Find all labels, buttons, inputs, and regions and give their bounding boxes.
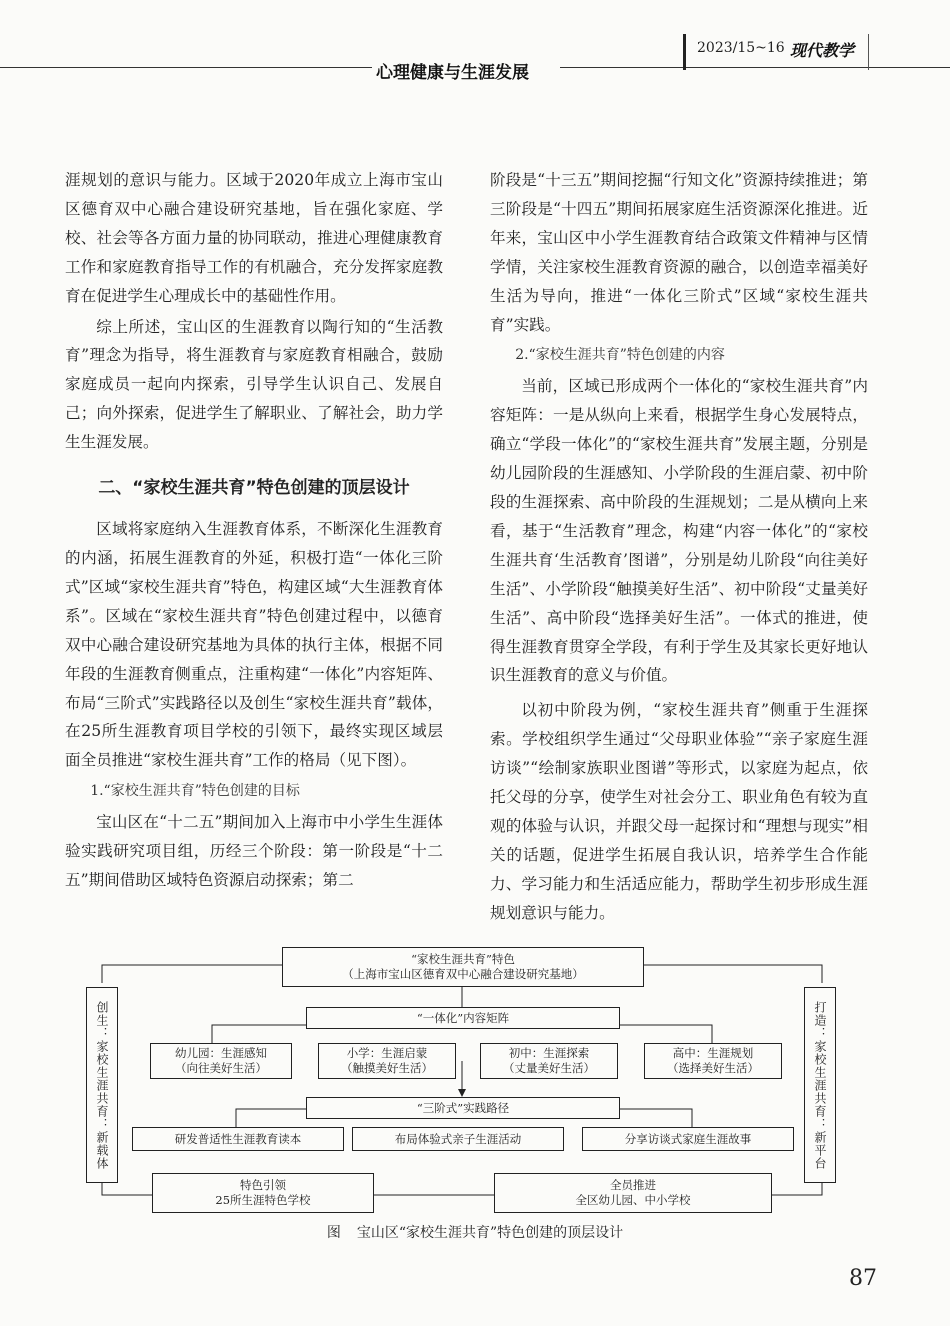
paragraph: 宝山区在“十二五”期间加入上海市中小学生生涯体验实践研究项目组，历经三个阶段：第一阶段是“十二五”期间借助区域特色资源启动探索；第二 bbox=[65, 813, 443, 889]
paragraph: 当前，区域已形成两个一体化的“家校生涯共育”内容矩阵：一是从纵向上来看，根据学生身心发展特点，确立“学段一体化”的“家校生涯共育”发展主题，分别是幼儿园阶段的生涯感知、小学阶段的生涯启蒙、初中阶段的生涯探索、高中阶段的生涯规划；二是从横向上来看，基于“生活教育”理念，构建“内容一体化”的“家校生涯共育‘生活教育’图谱”，分别是幼儿阶段“向往美好生活”、小学阶段“触摸美好生活”、初中阶段“丈量美好生活”、高中阶段“选择美好生活”。一体式的推进，使得生涯教育贯穿全学段，有利于学生及其家长更好地认识生涯教育的意义与价值。 bbox=[490, 377, 868, 685]
diagram-top-box bbox=[282, 947, 644, 987]
stage-theme: （丈量美好生活） bbox=[503, 1061, 595, 1075]
paragraph: 以初中阶段为例，“家校生涯共育”侧重于生涯探索。学校组织学生通过“父母职业体验”“亲子家庭生涯访谈”“绘制家族职业图谱”等形式，以家庭为起点，依托父母的分享，使学生对社会分工、职业角色有较为直观的体验与认识，并跟父母一起探讨和“理想与现实”相关的话题，促进学生拓展自我认识，培养学生合作能力、学习能力和生活适应能力，帮助学生初步形成生涯规划意识与能力。 bbox=[490, 701, 868, 922]
stage-theme: （选择美好生活） bbox=[667, 1061, 759, 1075]
bottom-left-box bbox=[152, 1173, 374, 1213]
issue-number: 2023/15~16 bbox=[697, 40, 785, 56]
caption-text: 宝山区“家校生涯共育”特色创建的顶层设计 bbox=[356, 1225, 624, 1241]
path-label: 分享访谈式家庭生涯故事 bbox=[624, 1131, 752, 1146]
figure-caption bbox=[0, 1222, 950, 1242]
subheading: 1.“家校生涯共育”特色创建的目标 bbox=[90, 783, 300, 800]
matrix-title: “一体化”内容矩阵 bbox=[416, 1010, 510, 1025]
top-level-design-diagram bbox=[96, 943, 829, 1213]
stage-box-junior bbox=[480, 1043, 618, 1079]
bottom-left-subtitle: 25所生涯特色学校 bbox=[215, 1193, 311, 1207]
diagram-right-side-box bbox=[804, 987, 836, 1183]
magazine-logo: 现代教学 bbox=[790, 41, 855, 60]
bottom-right-subtitle: 全区幼儿园、中小学校 bbox=[575, 1193, 691, 1207]
stage-label: 小学：生涯启蒙 bbox=[346, 1046, 428, 1060]
top-box-subtitle: （上海市宝山区德育双中心融合建设研究基地） bbox=[342, 967, 584, 981]
section-heading: 二、“家校生涯共育”特色创建的顶层设计 bbox=[98, 478, 410, 499]
header-bar bbox=[683, 34, 686, 70]
stage-theme: （触摸美好生活） bbox=[341, 1061, 433, 1075]
header-bar-right bbox=[868, 34, 869, 70]
path-box-story bbox=[582, 1127, 794, 1151]
header-rule-left bbox=[0, 67, 372, 68]
left-side-label: 创生：家校生涯共育：新载体 bbox=[95, 1000, 109, 1170]
path-box-reader bbox=[132, 1127, 344, 1151]
paragraph: 综上所述，宝山区的生涯教育以陶行知的“生活教育”理念为指导，将生涯教育与家庭教育相融合，鼓励家庭成员一起向内探索，引导学生认识自己、发展自己；向外探索，促进学生了解职业、了解社会，助力学生生涯发展。 bbox=[65, 317, 443, 452]
paragraph: 区域将家庭纳入生涯教育体系，不断深化生涯教育的内涵，拓展生涯教育的外延，积极打造“一体化三阶式”区域“家校生涯共育”特色，构建区域“大生涯教育体系”。区域在“家校生涯共育”特色创建过程中，以德育双中心融合建设研究基地为具体的执行主体，根据不同年段的生涯教育侧重点，注重构建“一体化”内容矩阵、布局“三阶式”实践路径以及创生“家校生涯共育”载体，在25所生涯教育项目学校的引领下，最终实现区域层面全员推进“家校生涯共育”工作的格局（见下图）。 bbox=[65, 520, 443, 770]
path-box-activity bbox=[352, 1127, 564, 1151]
bottom-left-title: 特色引领 bbox=[240, 1178, 286, 1192]
stage-box-kindergarten bbox=[150, 1043, 292, 1079]
path-label: 研发普适性生涯教育读本 bbox=[174, 1131, 302, 1146]
bottom-right-box bbox=[494, 1173, 772, 1213]
stage-box-primary bbox=[318, 1043, 456, 1079]
stage-label: 幼儿园：生涯感知 bbox=[175, 1046, 267, 1060]
subheading: 2.“家校生涯共育”特色创建的内容 bbox=[515, 347, 725, 364]
stage-theme: （向往美好生活） bbox=[175, 1061, 267, 1075]
header-rule-right bbox=[560, 67, 950, 68]
bottom-right-title: 全员推进 bbox=[610, 1178, 656, 1192]
top-box-title: “家校生涯共育”特色 bbox=[411, 952, 515, 966]
matrix-title-box bbox=[306, 1007, 620, 1029]
paragraph: 阶段是“十三五”期间挖掘“行知文化”资源持续推进；第三阶段是“十四五”期间拓展家庭生活资源深化推进。近年来，宝山区中小学生涯教育结合政策文件精神与区情学情，关注家校生涯教育资源的融合，以创造幸福美好生活为导向，推进“一体化三阶式”区域“家校生涯共育”实践。 bbox=[490, 171, 868, 334]
path-title: “三阶式”实践路径 bbox=[416, 1100, 510, 1115]
right-side-label: 打造：家校生涯共育：新平台 bbox=[813, 1000, 827, 1170]
path-label: 布局体验式亲子生涯活动 bbox=[394, 1131, 522, 1146]
section-title: 心理健康与生涯发展 bbox=[376, 63, 529, 83]
diagram-left-side-box bbox=[86, 987, 118, 1183]
stage-label: 高中：生涯规划 bbox=[672, 1046, 754, 1060]
left-column bbox=[65, 166, 443, 895]
page-number: 87 bbox=[849, 1266, 877, 1291]
right-column bbox=[490, 166, 868, 928]
stage-box-senior bbox=[644, 1043, 782, 1079]
path-title-box bbox=[306, 1097, 620, 1119]
caption-label: 图 bbox=[326, 1225, 341, 1241]
stage-label: 初中：生涯探索 bbox=[508, 1046, 590, 1060]
paragraph: 涯规划的意识与能力。区域于2020年成立上海市宝山区德育双中心融合建设研究基地，旨在强化家庭、学校、社会等各方面力量的协同联动，推进心理健康教育工作和家庭教育指导工作的有机融合，充分发挥家庭教育在促进学生心理成长中的基础性作用。 bbox=[65, 171, 443, 305]
